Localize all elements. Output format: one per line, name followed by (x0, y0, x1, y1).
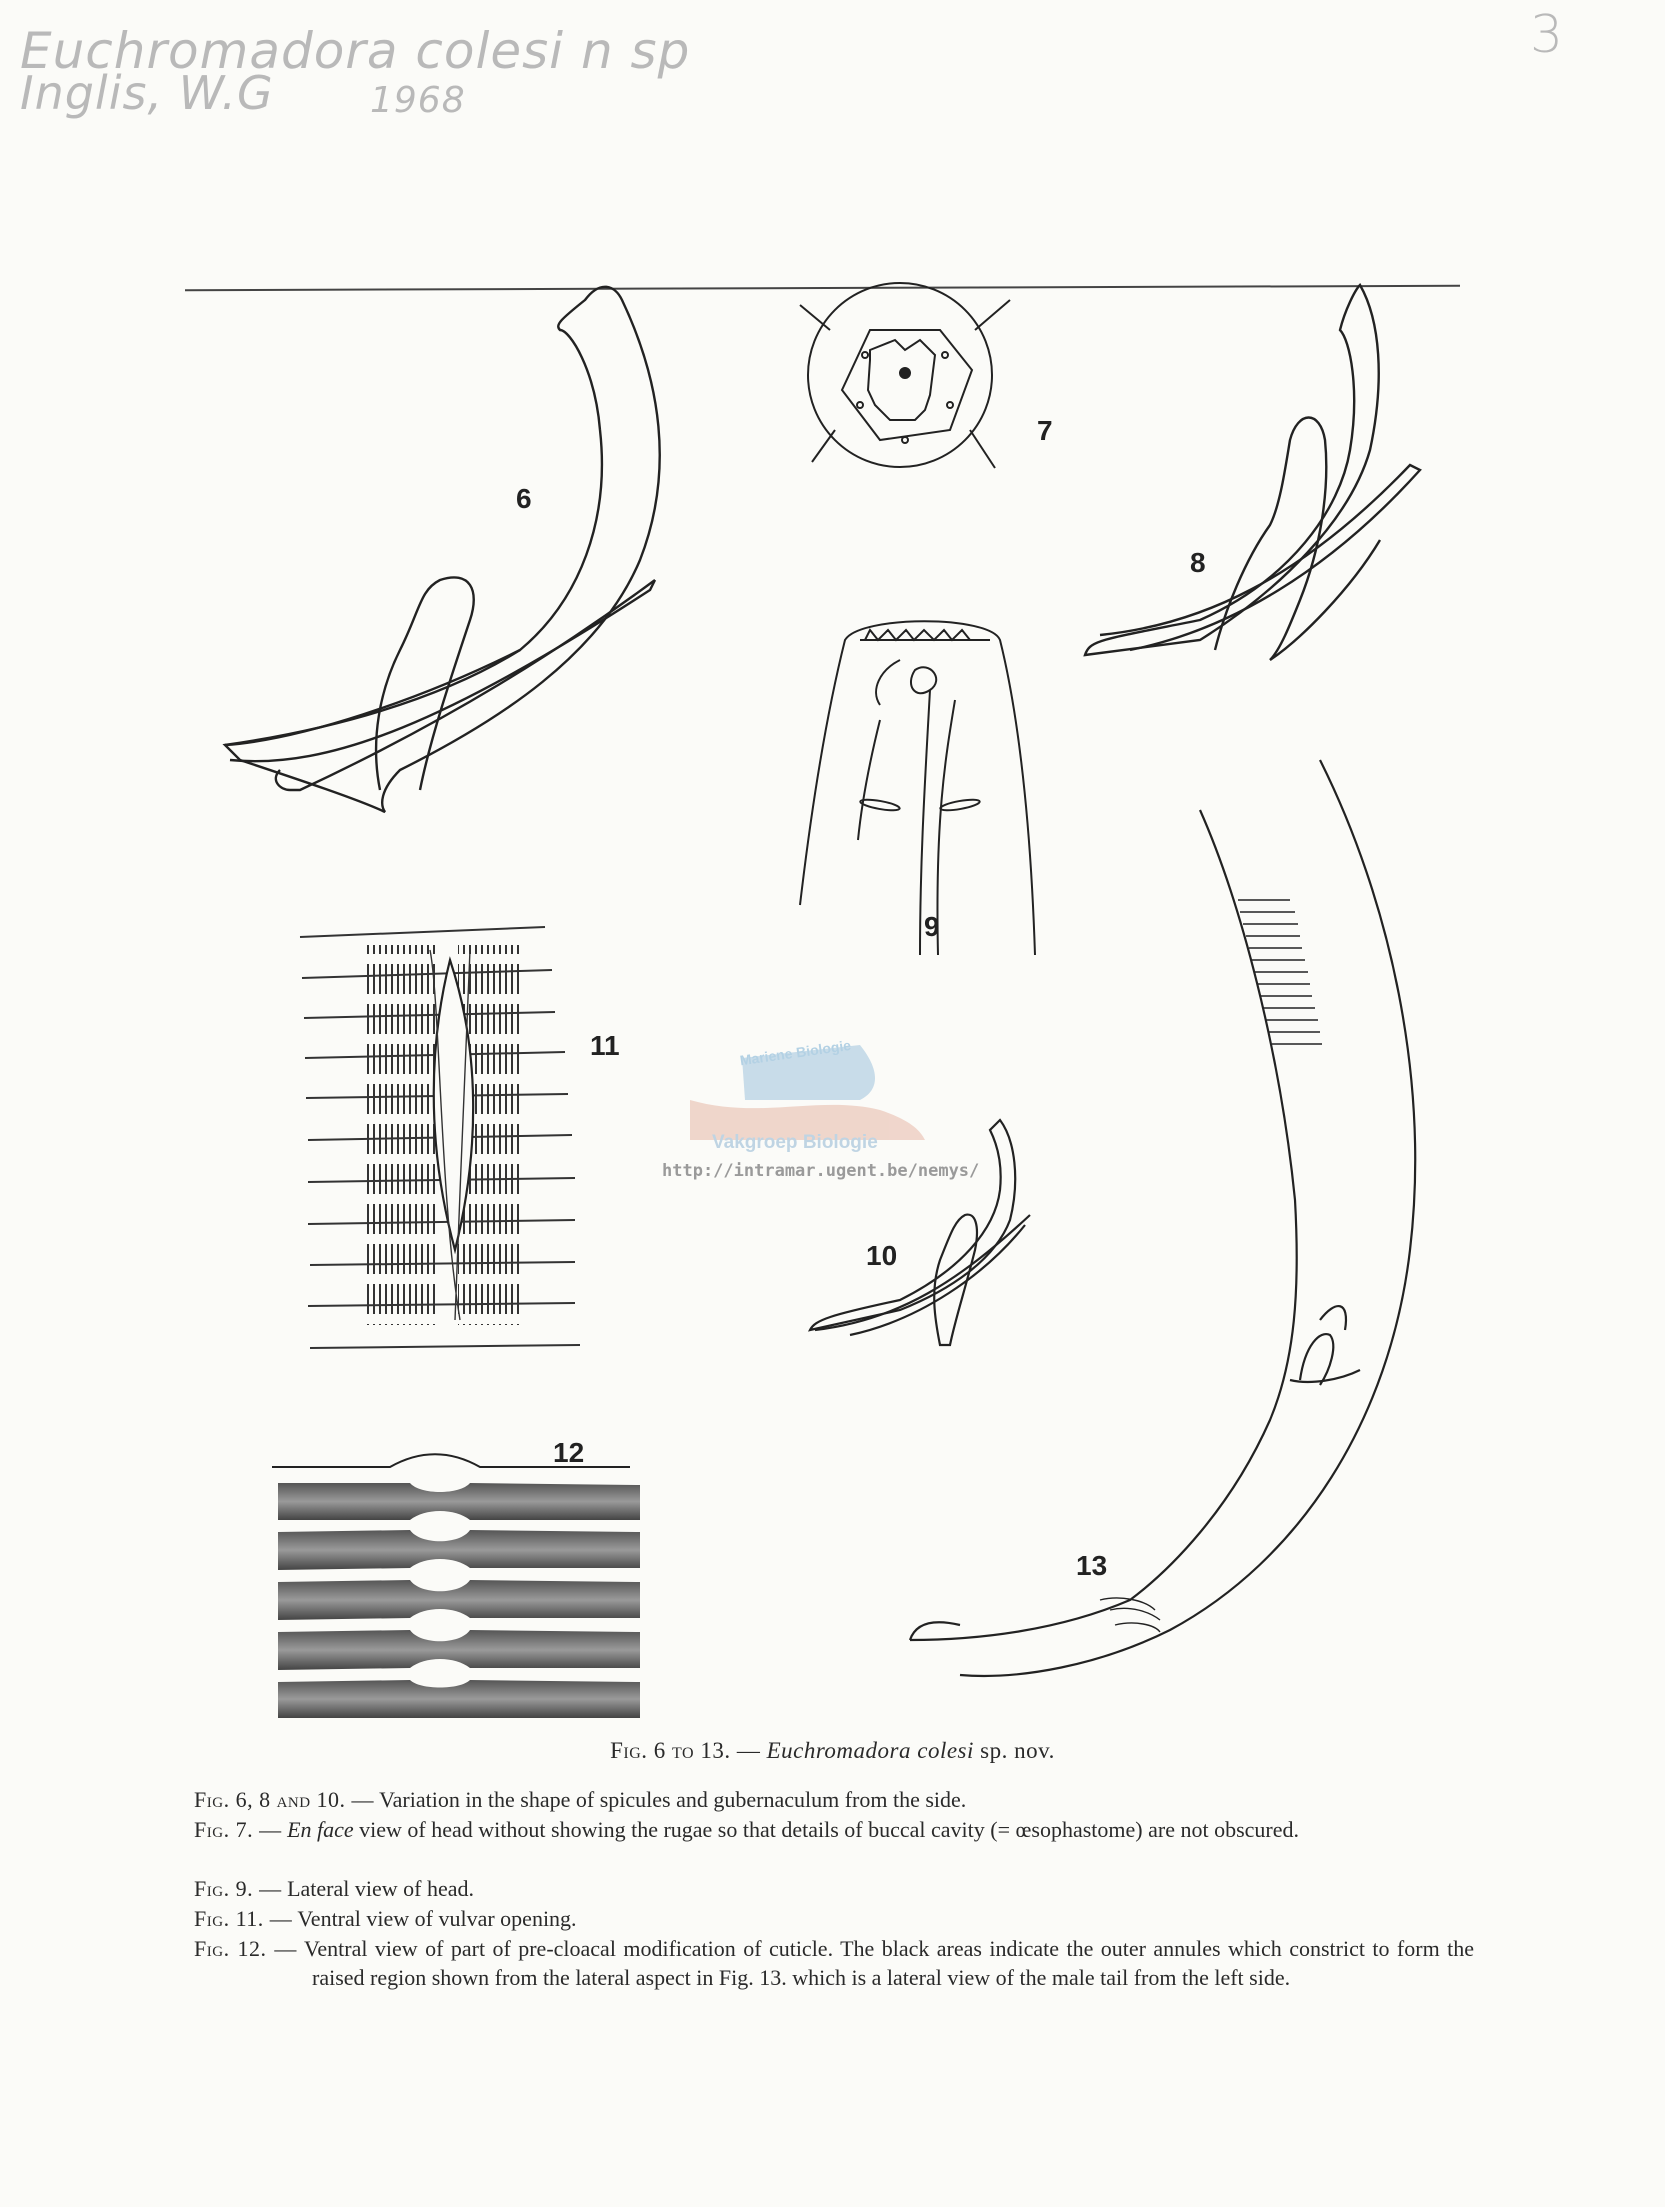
watermark-url: http://intramar.ugent.be/nemys/ (662, 1161, 980, 1181)
fig11-vulva-ventral-drawing (300, 927, 580, 1348)
watermark-arc-text: Mariene Biologie (738, 1036, 852, 1069)
fig12-label: 12 (553, 1437, 585, 1468)
caption-species-name: Euchromadora colesi (766, 1738, 974, 1763)
watermark-logo (690, 1037, 925, 1153)
caption-emphasis: En face (287, 1817, 354, 1842)
fig10-spicule-drawing (810, 1120, 1030, 1345)
fig8-spicule-drawing (1085, 285, 1420, 660)
fig13-label: 13 (1076, 1550, 1108, 1581)
fig11-label: 11 (590, 1030, 620, 1061)
caption-ref: Fig. 7. — (194, 1817, 282, 1842)
fig7-en-face-head-drawing (800, 283, 1010, 468)
caption-title-suffix: sp. nov. (980, 1738, 1055, 1763)
handwritten-year-note: 1968 (370, 80, 466, 121)
fig6-label: 6 (516, 483, 532, 514)
watermark-group: Vakgroep Biologie (712, 1132, 878, 1153)
caption-ref: Fig. 9. — (194, 1876, 282, 1901)
fig8-label: 8 (1190, 547, 1206, 578)
fig6-spicule-drawing (225, 287, 660, 812)
fig7-label: 7 (1037, 415, 1053, 446)
caption-ref: Fig. 11. — (194, 1906, 293, 1931)
caption-ref: Fig. 12. — (194, 1936, 297, 1961)
caption-title-prefix: Fig. 6 to 13. — (610, 1738, 761, 1763)
fig12-cuticle-ventral-drawing (272, 1454, 640, 1718)
handwritten-author-note: Inglis, W.G (20, 66, 274, 120)
caption-title (0, 1738, 1665, 1764)
caption-item-fig-6-8-10 (194, 1785, 1474, 1814)
caption-text: Variation in the shape of spicules and gubernaculum from the side. (379, 1787, 967, 1812)
caption-text: view of head without showing the rugae so that details of buccal cavity (= œsophastome) are not obscured. (359, 1817, 1299, 1842)
caption-item-fig-11 (194, 1904, 1474, 1933)
fig9-label: 9 (924, 911, 940, 942)
caption-text: Ventral view of vulvar opening. (297, 1906, 577, 1931)
caption-ref: Fig. 6, 8 and 10. — (194, 1787, 375, 1812)
caption-item-fig-12 (194, 1934, 1474, 1992)
handwritten-species-note: Euchromadora colesi n sp (20, 22, 691, 80)
caption-item-fig-9 (194, 1874, 1474, 1903)
page-number: 3 (1530, 5, 1564, 65)
caption-item-fig-7 (194, 1815, 1474, 1844)
caption-text: Ventral view of part of pre-cloacal modification of cuticle. The black areas indicate the outer annules which constrict to form the raised region shown from the lateral aspect in Fig. 13. which is a lateral view of the male tail from the left side. (303, 1936, 1474, 1990)
caption-text: Lateral view of head. (287, 1876, 474, 1901)
fig10-label: 10 (866, 1240, 898, 1271)
fig13-male-tail-drawing (910, 760, 1415, 1676)
fig9-head-lateral-drawing (800, 621, 1035, 955)
